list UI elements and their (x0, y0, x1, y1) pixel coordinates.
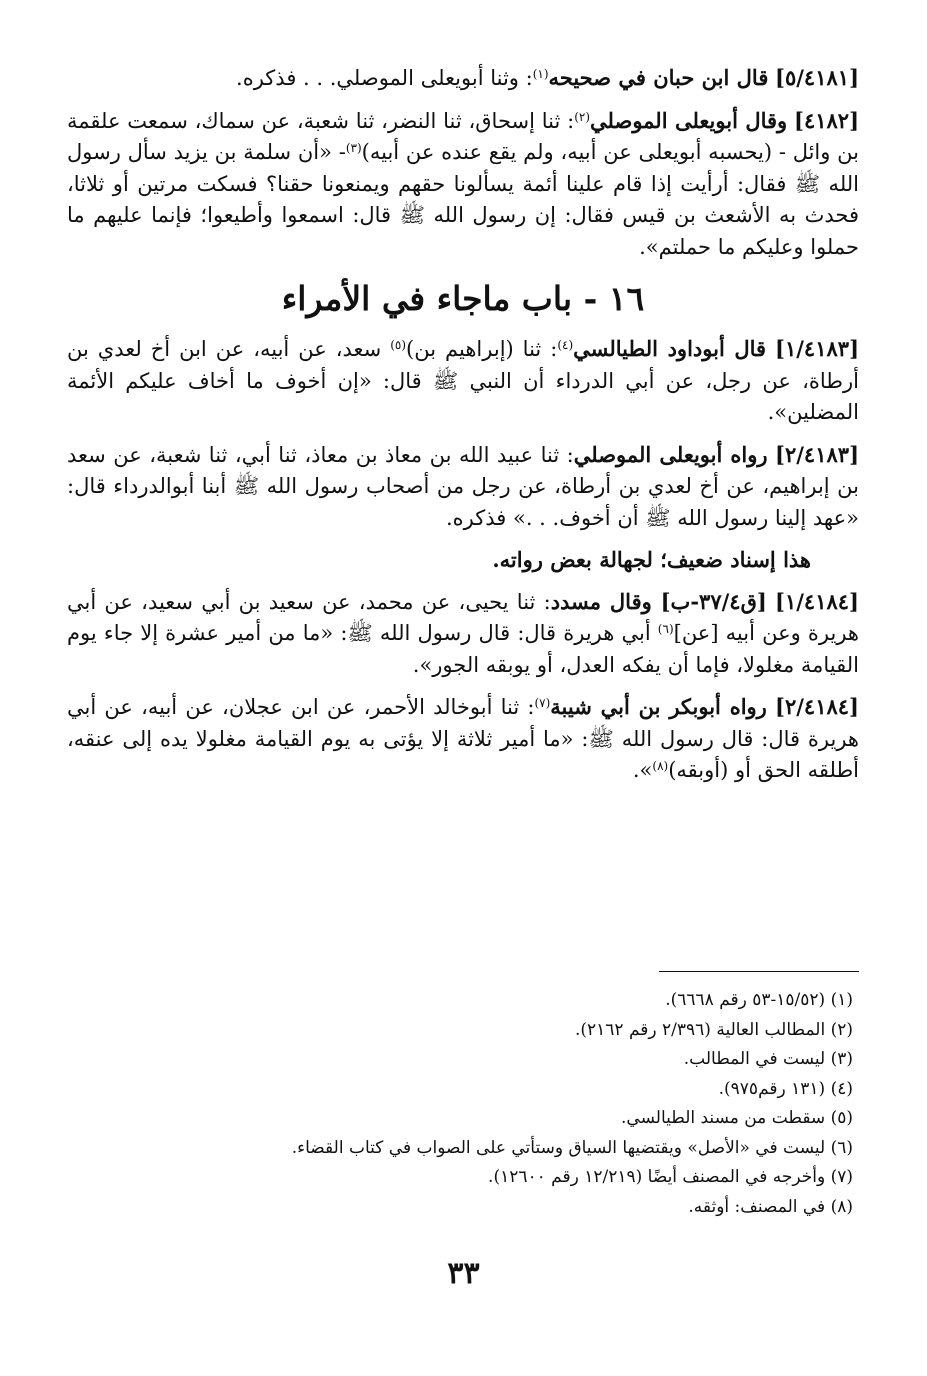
footnote: (٣) ليست في المطالب. (683, 1049, 853, 1069)
footnote: (٨) في المصنف: أوثقه. (688, 1196, 853, 1217)
footnote-ref: (٥) (390, 338, 407, 352)
hadith-entry (67, 333, 859, 429)
footnote-ref: (١) (532, 67, 549, 81)
entry-number: [٤١٨٢] (794, 107, 859, 133)
hadith-entry (67, 586, 859, 682)
entry-number: [١/٤١٨٤] (775, 588, 859, 614)
entry-number: [٢/٤١٨٤] (775, 694, 859, 719)
hadith-entry (67, 105, 859, 264)
entry-number: [٢/٤١٨٣] (775, 441, 859, 467)
footnotes (73, 986, 853, 1222)
footnote-divider (659, 971, 859, 972)
footnote-ref: (٦) (657, 622, 674, 636)
entry-text: : ثنا (إبراهيم بن) (406, 337, 558, 361)
hadith-entry (67, 691, 859, 787)
entry-number: [٥/٤١٨١] (775, 65, 859, 90)
footnote: (٥) سقطت من مسند الطيالسي. (621, 1108, 853, 1128)
entry-source: [ق٣٧/٤-ب] وقال مسدد (550, 588, 767, 614)
entry-source: رواه أبويعلى الموصلي (573, 441, 768, 467)
footnote-ref: (٣) (345, 141, 362, 155)
entry-text: سعد، عن أبيه، عن ابن أخ لعدي بن أرطاة، عن رجل، عن أبي الدرداء أن النبي ﷺ قال: «إن أخوف ما أخاف عليكم الأئمة المضلين». (67, 337, 859, 424)
entry-text: : ثنا أبوخالد الأحمر، عن ابن عجلان، عن أبيه، عن أبي هريرة قال: قال رسول الله ﷺ: «ما أمير ثلاثة إلا يؤتى به يوم القيامة مغلولا يده إلى عنقه، أطلقه الحق أو (أوبقه) (67, 695, 859, 782)
entry-source: وقال أبويعلى الموصلي (590, 107, 788, 133)
entry-text: ». (632, 758, 653, 782)
entry-text: - «أن سلمة بن يزيد سأل رسول الله ﷺ فقال: أرأيت إذا قام علينا أئمة يسألونا حقهم ويمنعونا حقنا؟ فسكت مرتين أو ثلاثا، فحدث به الأشعث بن قيس فقال: إن رسول الله ﷺ قال: اسمعوا وأطيعوا؛ فإنما عليهم ما حملوا وعليكم ما حملتم». (67, 140, 859, 259)
footnote: (١) (١٥/٥٢-٥٣ رقم ٦٦٦٨). (665, 990, 853, 1010)
entry-number: [١/٤١٨٣] (775, 336, 859, 361)
footnote: (٢) المطالب العالية (٢/٣٩٦ رقم ٢١٦٢). (574, 1019, 853, 1040)
footnote-ref: (٤) (557, 338, 574, 352)
footnote: (٧) وأخرجه في المصنف أيضًا (١٢/٢١٩ رقم ١٢٦٠٠). (488, 1167, 853, 1187)
footnote: (٦) ليست في «الأصل» ويقتضيها السياق وستأتي على الصواب في كتاب القضاء. (291, 1137, 853, 1158)
entry-source: قال أبوداود الطيالسي (573, 336, 767, 361)
entry-source: قال ابن حبان في صحيحه (548, 65, 769, 90)
entry-text: أبي هريرة قال: قال رسول الله ﷺ: «ما من أمير عشرة إلا جاء يوم القيامة مغلولا، فإما أن يفكه العدل، أو يوبقه الجور». (67, 621, 859, 677)
chapter-title: ١٦ - باب ماجاء في الأمراء (281, 279, 645, 318)
entry-source: رواه أبوبكر بن أبي شيبة (550, 694, 767, 719)
entry-text: : ثنا إسحاق، ثنا النضر، ثنا شعبة، عن سماك، سمعت علقمة بن وائل - (يحسبه أبويعلى عن أبيه، ولم يقع عنده عن أبيه) (67, 108, 859, 164)
entry-text: : ثنا يحيى، عن محمد، عن سعيد بن أبي سعيد، عن أبي هريرة وعن أبيه [عن] (67, 589, 859, 645)
isnad-verdict: هذا إسناد ضعيف؛ لجهالة بعض رواته. (492, 547, 811, 572)
main-text (67, 62, 859, 797)
hadith-entry (67, 62, 859, 95)
footnote-ref: (٢) (574, 109, 591, 124)
footnote-ref: (٧) (534, 696, 551, 710)
entry-text: : وثنا أبويعلى الموصلي. . . فذكره. (236, 66, 533, 90)
footnote-ref: (٨) (652, 759, 669, 773)
entry-text: : ثنا عبيد الله بن معاذ بن معاذ، ثنا أبي، ثنا شعبة، عن سعد بن إبراهيم، عن أخ لعدي بن أرطاة، عن رجل من أصحاب رسول الله ﷺ أبنا أبوالدرداء قال: «عهد إلينا رسول الله ﷺ أن أخوف. . .» فذكره. (67, 442, 859, 530)
page-number: ٣٣ (447, 1256, 480, 1291)
hadith-entry (67, 439, 859, 535)
footnote: (٤) (١٣١ رقم٩٧٥). (718, 1078, 853, 1099)
